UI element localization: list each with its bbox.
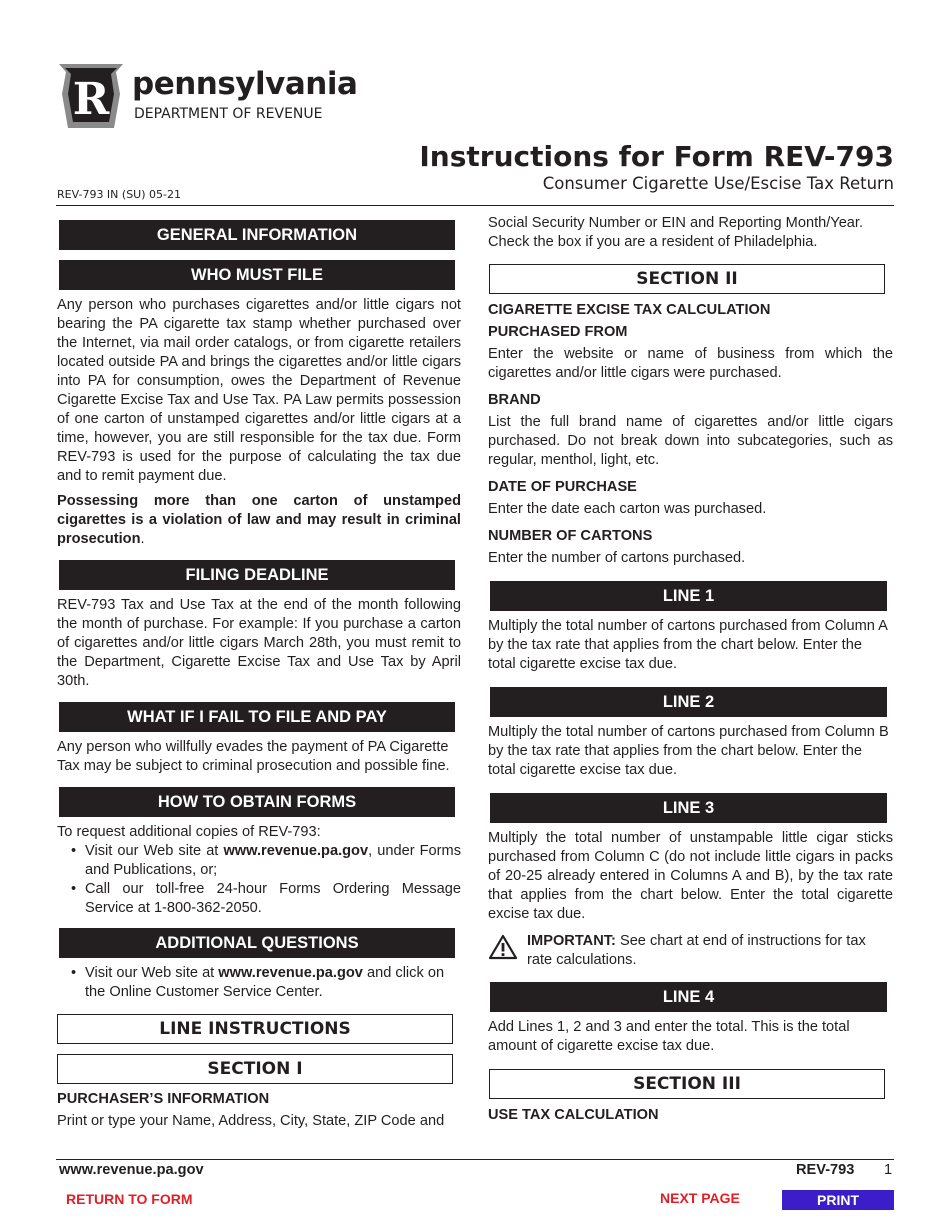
print-button[interactable]: PRINT: [782, 1190, 894, 1210]
number-of-cartons-text: Enter the number of cartons purchased.: [488, 550, 746, 566]
important-text: See chart at end of instructions for tax rate calculations.: [527, 933, 866, 968]
footer-divider: [56, 1159, 894, 1160]
revenue-website-link[interactable]: www.revenue.pa.gov: [223, 843, 369, 859]
filing-deadline-text: REV-793 Tax and Use Tax at the end of the month following the month of purchase. For example: If you purchase a carton of cigarettes and/or little cigars March 28th, you must remit to the Department, Cigarette Excise Tax and Use Tax by April 30th.: [57, 597, 461, 689]
brand-department: DEPARTMENT OF REVENUE: [134, 106, 323, 122]
who-must-file-heading: WHO MUST FILE: [59, 260, 455, 290]
brand-heading: BRAND: [488, 392, 541, 408]
carton-warning-end: .: [140, 531, 145, 547]
brand-text: List the full brand name of cigarettes and/or little cigars purchased. Do not break down into subcategories, such as regular, menthol, light, etc.: [488, 414, 893, 468]
important-label: IMPORTANT:: [527, 933, 616, 949]
additional-questions-list: [71, 964, 461, 1002]
section-1-heading: SECTION I: [57, 1054, 453, 1084]
right-column: [488, 214, 906, 1125]
fail-to-file-text: Any person who willfully evades the payment of PA Cigarette Tax may be subject to criminal prosecution and possible fine.: [57, 739, 450, 774]
number-of-cartons-heading: NUMBER OF CARTONS: [488, 528, 653, 544]
section-2-heading: SECTION II: [489, 264, 885, 294]
line-2-text: Multiply the total number of cartons purchased from Column B by the tax rate that applies from the chart below. Enter the total cigarette excise tax due.: [488, 724, 889, 778]
left-column: [57, 220, 461, 1131]
page-title: Instructions for Form REV-793: [419, 140, 894, 173]
keystone-logo-icon: [56, 60, 126, 130]
page-subtitle: Consumer Cigarette Use/Escise Tax Return: [542, 174, 894, 193]
line-1-heading: LINE 1: [490, 581, 887, 611]
carton-warning: [57, 492, 461, 549]
general-information-heading: GENERAL INFORMATION: [59, 220, 455, 250]
line-2-heading: LINE 2: [490, 687, 887, 717]
revenue-website-link[interactable]: www.revenue.pa.gov: [218, 965, 363, 981]
date-of-purchase-text: Enter the date each carton was purchased.: [488, 501, 767, 517]
page-number: 1: [884, 1162, 893, 1178]
list-item: • Visit our Web site at www.revenue.pa.gov and click on the Online Customer Service Center.: [71, 964, 461, 1002]
list-item: • Call our toll-free 24-hour Forms Ordering Message Service at 1-800-362-2050.: [71, 880, 461, 918]
line-4-text: Add Lines 1, 2 and 3 and enter the total. This is the total amount of cigarette excise tax due.: [488, 1019, 850, 1054]
next-page-button[interactable]: NEXT PAGE: [660, 1190, 740, 1206]
form-code: REV-793 IN (SU) 05-21: [57, 188, 181, 201]
warning-icon: [489, 934, 517, 960]
section-3-heading: SECTION III: [489, 1069, 885, 1099]
date-of-purchase-heading: DATE OF PURCHASE: [488, 479, 637, 495]
who-must-file-text: Any person who purchases cigarettes and/or little cigars not bearing the PA cigarette tax stamp whether purchased over the Internet, via mail order catalogs, or from cigarette retailers located outside PA and brings the cigarettes and/or little cigars into PA for consumption, owes the Department of Revenue Cigarette Excise Tax and Use Tax. PA Law permits possession of one carton of unstamped cigarettes and/or little cigars at a time, however, you are still responsible for the tax due. Form REV-793 is used for the purpose of calculating the tax due and to remit payment due.: [57, 297, 461, 484]
svg-text:R: R: [72, 74, 110, 125]
line-instructions-heading: LINE INSTRUCTIONS: [57, 1014, 453, 1044]
purchaser-info-text: Print or type your Name, Address, City, State, ZIP Code and: [57, 1113, 445, 1129]
purchased-from-heading: PURCHASED FROM: [488, 324, 628, 340]
important-note: [488, 932, 893, 970]
return-to-form-button[interactable]: RETURN TO FORM: [66, 1191, 193, 1207]
filing-deadline-heading: FILING DEADLINE: [59, 560, 455, 590]
brand-name: pennsylvania: [132, 66, 358, 102]
pa-revenue-logo: [56, 60, 358, 130]
additional-questions-heading: ADDITIONAL QUESTIONS: [59, 928, 455, 958]
line-1-text: Multiply the total number of cartons purchased from Column A by the tax rate that applies from the chart below. Enter the total cigarette excise tax due.: [488, 618, 888, 672]
use-tax-calc-heading: USE TAX CALCULATION: [488, 1107, 659, 1123]
footer-url: www.revenue.pa.gov: [59, 1162, 204, 1178]
obtain-forms-intro: To request additional copies of REV-793:: [57, 824, 321, 840]
fail-to-file-heading: WHAT IF I FAIL TO FILE AND PAY: [59, 702, 455, 732]
line-4-heading: LINE 4: [490, 982, 887, 1012]
purchaser-info-continued: Social Security Number or EIN and Reporting Month/Year. Check the box if you are a resident of Philadelphia.: [488, 215, 864, 250]
excise-calc-heading: CIGARETTE EXCISE TAX CALCULATION: [488, 302, 771, 318]
purchased-from-text: Enter the website or name of business from which the cigarettes and/or little cigars were purchased.: [488, 346, 893, 381]
line-3-heading: LINE 3: [490, 793, 887, 823]
purchaser-info-heading: PURCHASER’S INFORMATION: [57, 1091, 270, 1107]
carton-warning-bold: Possessing more than one carton of unstamped cigarettes is a violation of law and may result in criminal prosecution: [57, 493, 461, 547]
footer-form-number: REV-793: [796, 1162, 855, 1178]
obtain-forms-heading: HOW TO OBTAIN FORMS: [59, 787, 455, 817]
header-divider: [56, 205, 894, 206]
line-3-text: Multiply the total number of unstampable little cigar sticks purchased from Column C (do not include little cigars in packs of 20-25 already entered in Columns A and B), by the tax rate that applies from the chart below. Enter the total cigarette excise tax due.: [488, 830, 906, 922]
obtain-forms-list: [71, 842, 461, 918]
list-item: • Visit our Web site at www.revenue.pa.gov, under Forms and Publications, or;: [71, 842, 461, 880]
